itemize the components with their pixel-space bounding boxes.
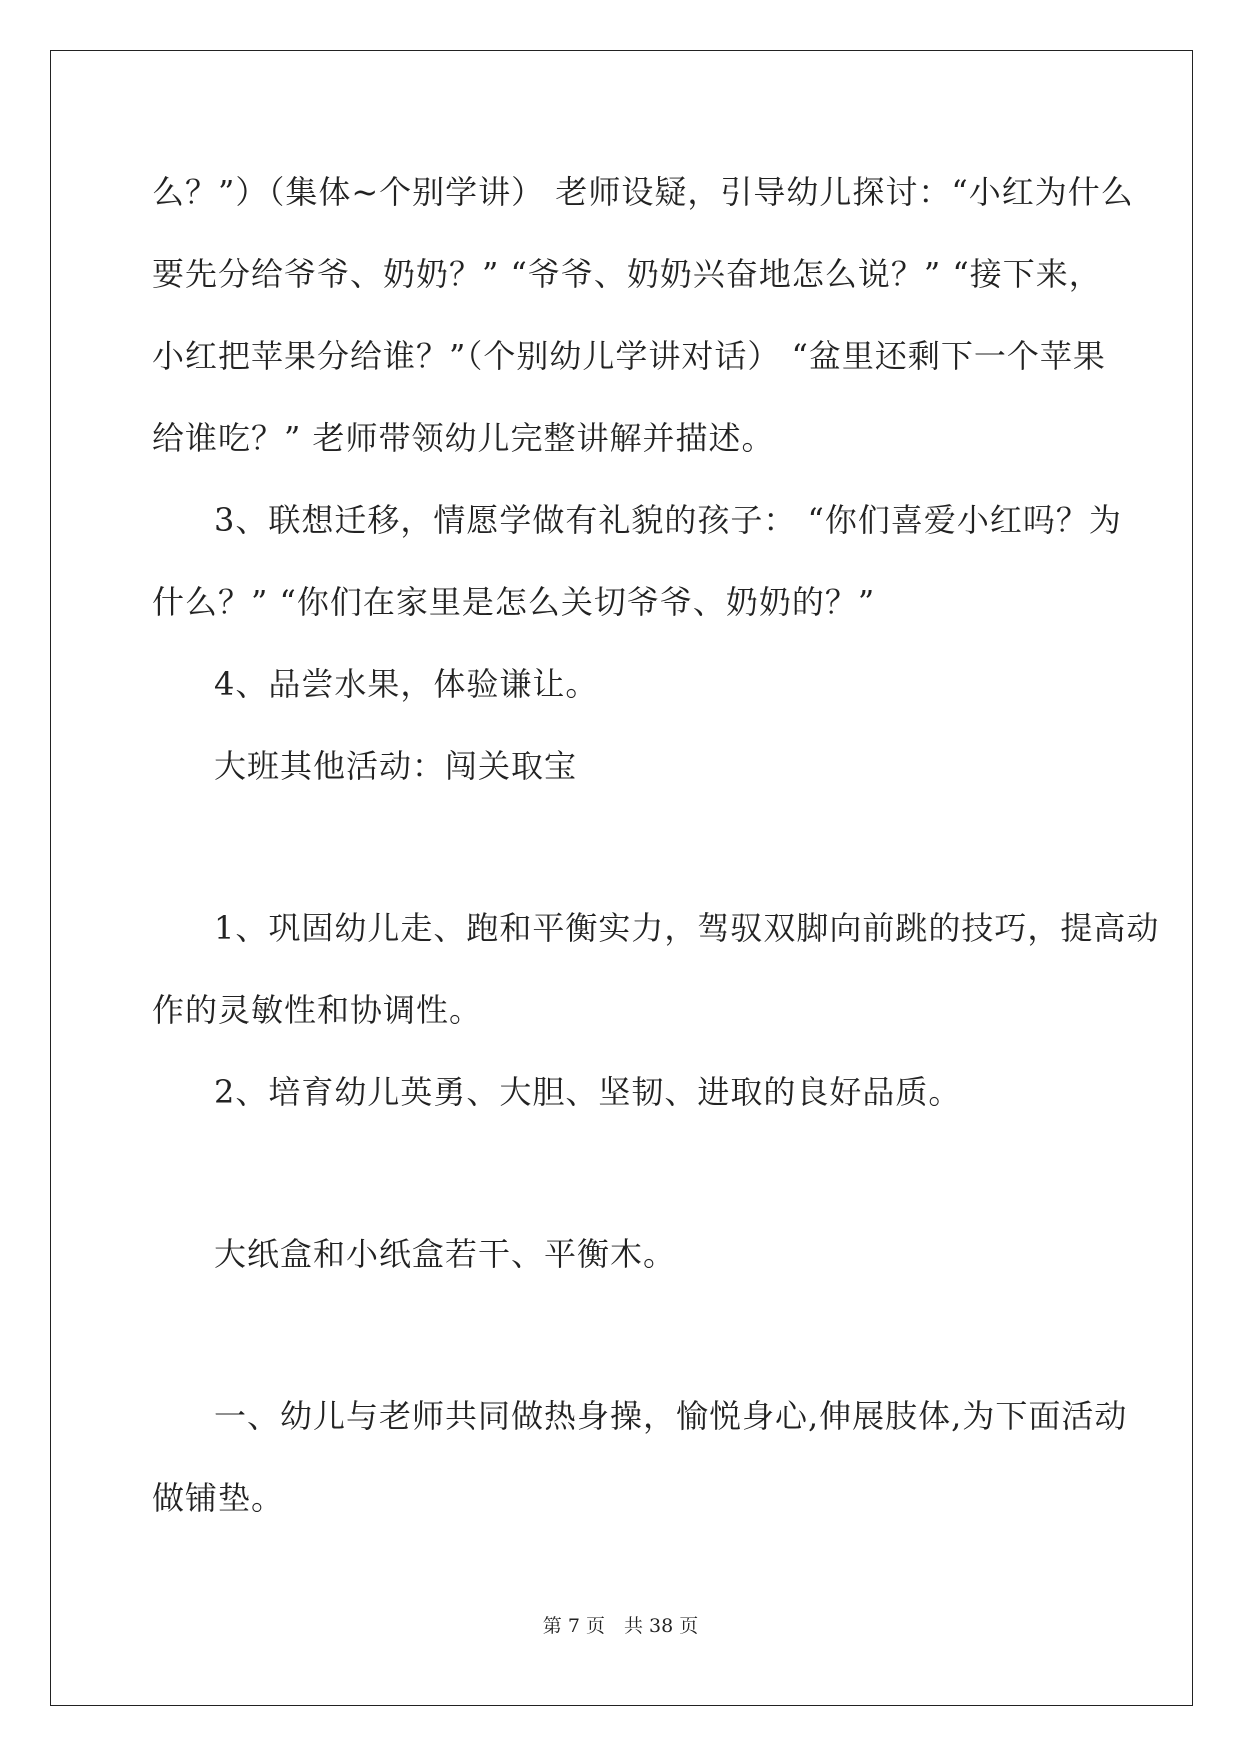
- paragraph-line: 作的灵敏性和协调性。: [152, 991, 483, 1029]
- paragraph-line: 大纸盒和小纸盒若干、平衡木。: [214, 1235, 677, 1273]
- paragraph-line: 什么？” “你们在家里是怎么关切爷爷、奶奶的？”: [152, 583, 876, 621]
- paragraph-line: 要先分给爷爷、奶奶？” “爷爷、奶奶兴奋地怎么说？” “接下来，: [152, 255, 1102, 293]
- paragraph-line: 1、巩固幼儿走、跑和平衡实力，驾驭双脚向前跳的技巧，提高动: [214, 909, 1160, 947]
- paragraph-line: 小红把苹果分给谁？”（个别幼儿学讲对话） “盆里还剩下一个苹果: [152, 337, 1106, 375]
- page-border: [50, 50, 1193, 1706]
- paragraph-line: 给谁吃？” 老师带领幼儿完整讲解并描述。: [152, 419, 775, 457]
- paragraph-line: 一、幼儿与老师共同做热身操，愉悦身心,伸展肢体,为下面活动: [214, 1397, 1128, 1435]
- paragraph-line: 3、联想迁移，情愿学做有礼貌的孩子： “你们喜爱小红吗？为: [214, 501, 1122, 539]
- section-heading: 大班其他活动：闯关取宝: [214, 747, 578, 785]
- paragraph-line: 么？”）（集体~个别学讲） 老师设疑，引导幼儿探讨：“小红为什么: [152, 173, 1134, 211]
- page-number: 第 7 页 共 38 页: [542, 1615, 699, 1637]
- paragraph-line: 4、品尝水果，体验谦让。: [214, 665, 599, 703]
- paragraph-line: 2、培育幼儿英勇、大胆、坚韧、进取的良好品质。: [214, 1073, 962, 1111]
- paragraph-line: 做铺垫。: [152, 1479, 285, 1517]
